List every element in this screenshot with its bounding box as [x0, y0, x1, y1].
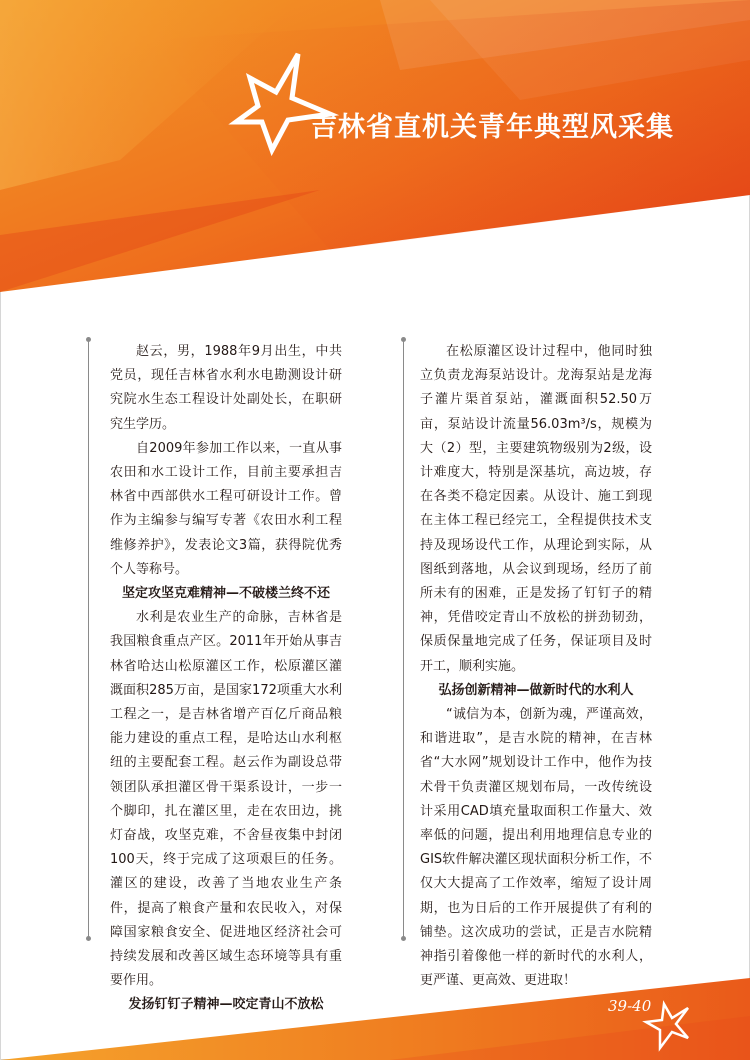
section-heading: 发扬钉钉子精神—咬定青山不放松	[128, 997, 324, 1013]
page-number: 39-40	[608, 997, 652, 1015]
career-paragraph: 自2009年参加工作以来，一直从事农田和水工设计工作，目前主要承担吉林省中西部供水工程可研设计工作。曾作为主编参与编写专著《农田水利工程维修养护》，发表论文3篇，获得院优秀个人等称号。	[110, 440, 342, 577]
page-title: 吉林省直机关青年典型风采集	[310, 112, 674, 143]
pump-station-paragraph: 在松原灌区设计过程中，他同时独立负责龙海泵站设计。龙海泵站是龙海子灌片渠首泵站，灌溉面积52.50万亩，泵站设计流量56.03m³/s，规模为大（2）型，主要建筑物级别为2级，设计难度大，特别是深基坑，高边坡，存在各类不稳定因素。从设计、施工到现在主体工程已经完工，全程提供技术支持及现场设代工作，从理论到实际，从图纸到落地，从会议到现场，经历了前所未有的困难，正是发扬了钉钉子的精神，凭借咬定青山不放松的拼劲韧劲，保质保量地完成了任务，保证项目及时开工，顺利实施。	[420, 344, 652, 674]
intro-paragraph: 赵云，男，1988年9月出生，中共党员，现任吉林省水利水电勘测设计研究院水生态工程设计处副处长，在职研究生学历。	[110, 344, 342, 432]
left-column	[110, 340, 342, 1018]
header-banner	[0, 0, 750, 300]
section-heading: 弘扬创新精神—做新时代的水利人	[438, 682, 634, 698]
left-column-rule	[88, 340, 89, 938]
irrigation-paragraph: 水利是农业生产的命脉，吉林省是我国粮食重点产区。2011年开始从事吉林省哈达山松原灌区工作，松原灌区灌溉面积285万亩，是国家172项重大水利工程之一，是吉林省增产百亿斤商品粮能力建设的重点工程，是哈达山水利枢纽的主要配套工程。赵云作为副设总带领团队承担灌区骨干渠系设计，一步一个脚印，扎在灌区里，走在农田边，挑灯奋战，攻坚克难，不舍昼夜集中封闭100天，终于完成了这项艰巨的任务。灌区的建设，改善了当地农业生产条件，提高了粮食产量和农民收入，对保障国家粮食安全、促进地区经济社会可持续发展和改善区域生态环境等具有重要作用。	[110, 610, 342, 989]
innovation-paragraph: “诚信为本，创新为魂，严谨高效，和谐进取”，是吉水院的精神，在吉林省“大水网”规划设计工作中，他作为技术骨干负责灌区规划布局，一改传统设计采用CAD填充量取面积工作量大、效率低的问题，提出利用地理信息专业的GIS软件解决灌区现状面积分析工作，不仅大大提高了工作效率，缩短了设计周期，也为日后的工作开展提供了有利的铺垫。这次成功的尝试，正是吉水院精神指引着像他一样的新时代的水利人，更严谨、更高效、更进取！	[420, 707, 652, 989]
right-column	[420, 340, 652, 993]
right-column-rule	[403, 340, 404, 938]
footer-banner	[0, 920, 750, 1060]
section-heading: 坚定攻坚克难精神—不破楼兰终不还	[121, 586, 330, 602]
